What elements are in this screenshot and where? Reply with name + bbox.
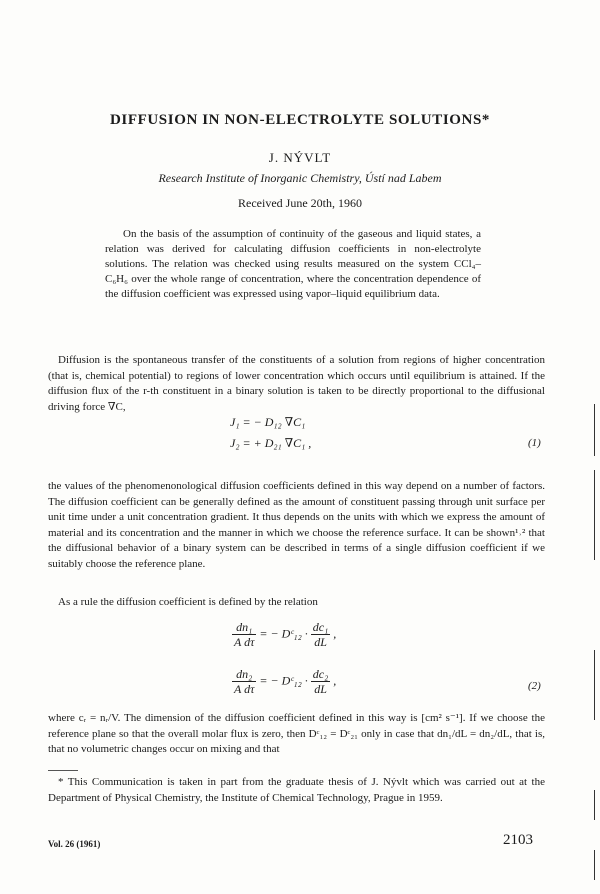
- paragraph-2: the values of the phenomenonological diffusion coefficients defined in this way depend on a number of factors. The diffusion coefficient can be generally defined as the amount of constituent passing through unit surface per unit time under a unit concentration gradient. It thus depends on the units with which we express the amount of material and its concentration and the manner in which we choose the reference surface. It can be shown¹˒² that the diffusional behavior of a binary system can be described in terms of a single diffusion coefficient if we suitably choose the reference plane.: [48, 480, 545, 570]
- fraction: [232, 620, 256, 649]
- equation-middle: = − Dᶜ₁₂ ·: [259, 626, 308, 641]
- footnote: * This Communication is taken in part from the graduate thesis of J. Nývlt which was carried out at the Department of Physical Chemistry, the Institute of Chemical Technology, Prague in 1959.: [48, 776, 545, 804]
- paragraph-3: As a rule the diffusion coefficient is defined by the relation: [58, 596, 318, 608]
- equation-middle: = − Dᶜ₁₂ ·: [259, 673, 308, 688]
- margin-mark: [594, 650, 595, 720]
- page-number: 2103: [503, 832, 533, 848]
- equation-tail: ,: [333, 626, 337, 641]
- margin-mark: [594, 790, 595, 820]
- footnote-rule: [48, 770, 78, 771]
- fraction: [311, 620, 331, 649]
- numerator: dn₁: [232, 620, 256, 635]
- numerator: dc₂: [312, 667, 329, 681]
- volume-info: Vol. 26 (1961): [48, 839, 101, 849]
- equation-2a: [232, 620, 336, 649]
- margin-mark: [594, 404, 595, 456]
- denominator: dL: [314, 635, 327, 649]
- abstract: On the basis of the assumption of continuity of the gaseous and liquid states, a relation was derived for calculating diffusion coefficients in non-electrolyte solutions. The relation was checked using results measured on the system CCl₄–C₆H₆ over the whole range of concentration, where the concentration dependence of the diffusion coefficient was expressed using vapor–liquid equilibrium data.: [105, 228, 481, 300]
- denominator: A dτ: [234, 682, 255, 696]
- equation-1b: J₂ = + D₂₁ ∇C₁ ,: [230, 436, 312, 450]
- equation-1-number: (1): [528, 437, 541, 449]
- numerator: dc₁: [312, 620, 329, 634]
- denominator: dL: [314, 682, 327, 696]
- paragraph-1: Diffusion is the spontaneous transfer of the constituents of a solution from regions of higher concentration (that is, chemical potential) to regions of lower concentration which occurs until equilibrium is attained. If the diffusion flux of the r-th constituent in a binary solution is taken to be directly proportional to the diffusional driving force ∇C,: [48, 354, 545, 413]
- affiliation: Research Institute of Inorganic Chemistry, Ústí nad Labem: [158, 171, 442, 185]
- equation-1a: J₁ = − D₁₂ ∇C₁: [230, 415, 306, 429]
- received-date: Received June 20th, 1960: [238, 196, 362, 210]
- margin-mark: [594, 850, 595, 880]
- margin-mark: [594, 470, 595, 560]
- equation-2-number: (2): [528, 680, 541, 692]
- paragraph-4: where cᵣ = nᵣ/V. The dimension of the diffusion coefficient defined in this way is [cm² s⁻¹]. If we choose the reference plane so that the overall molar flux is zero, then Dᶜ₁₂ = Dᶜ₂₁ only in case that dn₁/dL = dn₂/dL, that is, that no volumetric changes occur on mixing and that: [48, 712, 545, 756]
- equation-2b: [232, 667, 336, 696]
- equation-tail: ,: [333, 673, 337, 688]
- paper-title: DIFFUSION IN NON-ELECTROLYTE SOLUTIONS*: [109, 112, 490, 128]
- author-name: J. NÝVLT: [268, 150, 332, 165]
- fraction: [311, 667, 331, 696]
- fraction: [232, 667, 256, 696]
- denominator: A dτ: [234, 635, 255, 649]
- numerator: dn₂: [232, 667, 256, 682]
